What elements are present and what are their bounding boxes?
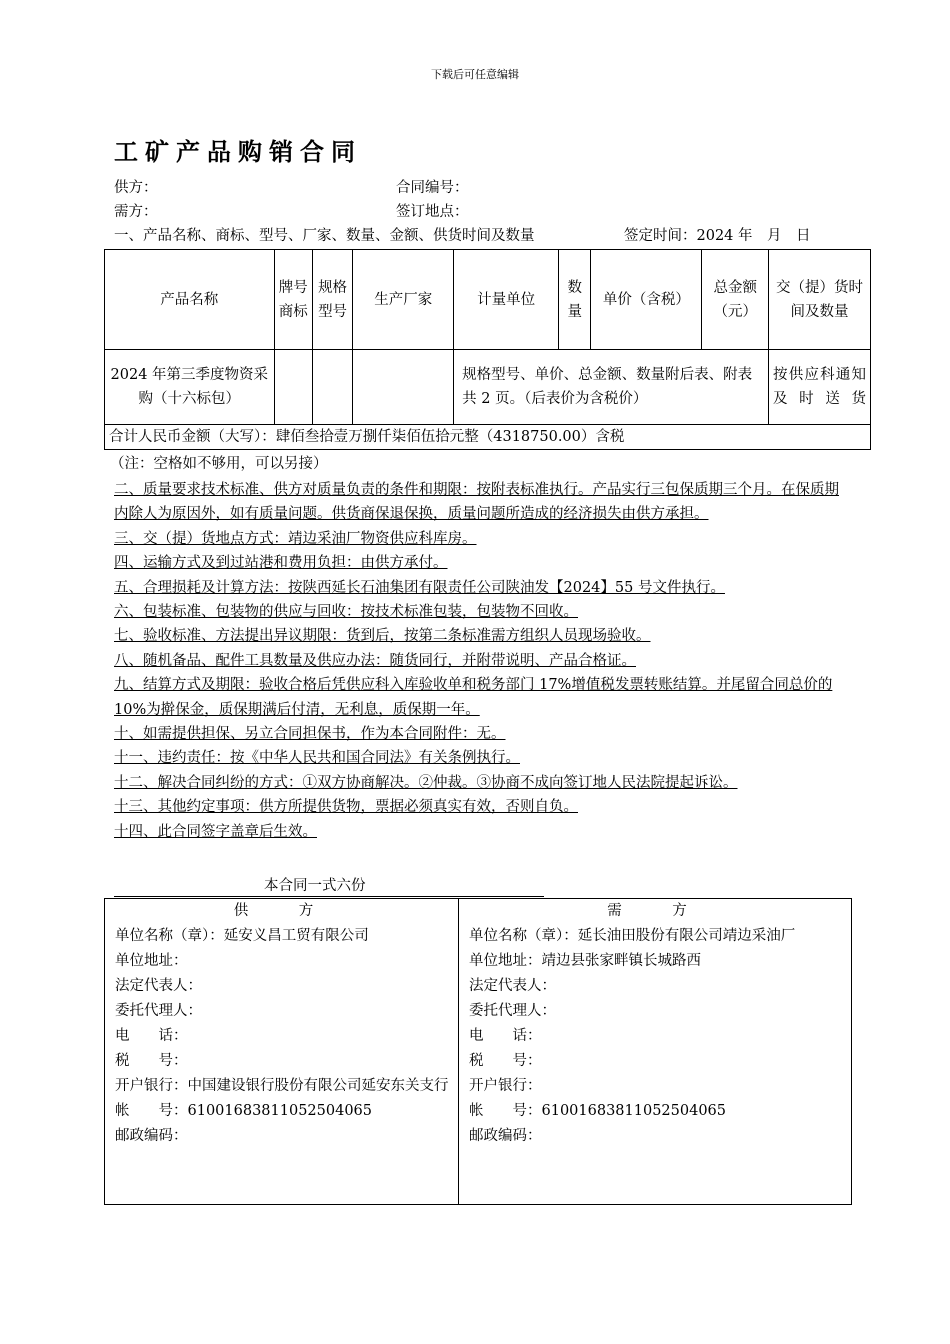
note-line: （注：空格如不够用，可以另接） — [110, 456, 328, 472]
buyer-account: 帐 号：61001683811052504065 — [469, 1103, 727, 1119]
buyer-phone: 电 话： — [469, 1028, 542, 1044]
clause-8: 八、随机备品、配件工具数量及供应办法：随货同行，并附带说明、产品合格证。 — [114, 652, 636, 669]
supplier-phone: 电 话： — [115, 1028, 188, 1044]
clause-10: 十、如需提供担保、另立合同担保书，作为本合同附件：无。 — [114, 726, 506, 743]
row-product-name: 2024 年第三季度物资采购（十六标包） — [105, 350, 275, 425]
header-quantity: 数量 — [559, 250, 591, 350]
supplier-label: 供方： — [114, 180, 158, 196]
supplier-legal-rep: 法定代表人： — [115, 978, 202, 994]
total-amount-line: 合计人民币金额（大写）：肆佰叁拾壹万捌仟柒佰伍拾元整（4318750.00）含税 — [105, 425, 871, 450]
contract-no-label: 合同编号： — [396, 180, 469, 196]
header-total-amount: 总金额（元） — [702, 250, 769, 350]
header-delivery: 交（提）货时间及数量 — [769, 250, 871, 350]
section-1-heading: 一、产品名称、商标、型号、厂家、数量、金额、供货时间及数量 — [114, 228, 535, 244]
header-model: 规格型号 — [312, 250, 352, 350]
copies-text: 本合同一式六份 — [264, 878, 366, 894]
clauses — [114, 478, 844, 844]
buyer-company: 单位名称（章）：延长油田股份有限公司靖边采油厂 — [469, 928, 796, 944]
parties-table — [104, 898, 852, 1205]
row-brand — [274, 350, 312, 425]
header-unit: 计量单位 — [454, 250, 559, 350]
row-attachment-note: 规格型号、单价、总金额、数量附后表、附表共 2 页。（后表价为含税价） — [454, 350, 769, 425]
supplier-company: 单位名称（章）：延安义昌工贸有限公司 — [115, 928, 369, 944]
clause-2: 二、质量要求技术标准、供方对质量负责的条件和期限：按附表标准执行。产品实行三包保质期三个月。在保质期内除人为原因外，如有质量问题。供货商保退保换，质量问题所造成的经济损失由供方承担。 — [114, 482, 839, 523]
buyer-tax-no: 税 号： — [469, 1053, 542, 1069]
row-model — [312, 350, 352, 425]
clause-7: 七、验收标准、方法提出异议期限：货到后，按第二条标准需方组织人员现场验收。 — [114, 628, 651, 645]
supplier-bank: 开户银行：中国建设银行股份有限公司延安东关支行 — [115, 1078, 449, 1094]
sign-time: 签定时间：2024 年 月 日 — [624, 228, 811, 244]
supplier-account: 帐 号：61001683811052504065 — [115, 1103, 373, 1119]
clause-12: 十二、解决合同纠纷的方式：①双方协商解决。②仲裁。③协商不成向签订地人民法院提起诉讼。 — [114, 774, 738, 791]
buyer-postcode: 邮政编码： — [469, 1128, 542, 1144]
supplier-block — [105, 899, 459, 1205]
header-brand: 牌号商标 — [274, 250, 312, 350]
clause-4: 四、运输方式及到过站港和费用负担：由供方承付。 — [114, 555, 448, 572]
buyer-address: 单位地址：靖边县张家畔镇长城路西 — [469, 953, 701, 969]
header-manufacturer: 生产厂家 — [353, 250, 454, 350]
product-table — [104, 249, 871, 450]
supplier-title: 供 方 — [233, 903, 332, 919]
header-unit-price: 单价（含税） — [591, 250, 702, 350]
clause-6: 六、包装标准、包装物的供应与回收：按技术标准包装，包装物不回收。 — [114, 604, 578, 621]
clause-11: 十一、违约责任：按《中华人民共和国合同法》有关条例执行。 — [114, 750, 520, 767]
row-delivery: 按供应科通知及时送货 — [769, 350, 871, 425]
buyer-legal-rep: 法定代表人： — [469, 978, 556, 994]
buyer-bank: 开户银行： — [469, 1078, 542, 1094]
clause-14: 十四、此合同签字盖章后生效。 — [114, 823, 317, 840]
supplier-tax-no: 税 号： — [115, 1053, 188, 1069]
sign-place-label: 签订地点： — [396, 204, 469, 220]
supplier-postcode: 邮政编码： — [115, 1128, 188, 1144]
contract-title: 工矿产品购销合同 — [114, 137, 362, 166]
buyer-title: 需 方 — [607, 903, 705, 919]
clause-5: 五、合理损耗及计算方法：按陕西延长石油集团有限责任公司陕油发【2024】55 号文件执行。 — [114, 579, 725, 596]
supplier-agent: 委托代理人： — [115, 1003, 202, 1019]
header-product-name: 产品名称 — [105, 250, 275, 350]
clause-3: 三、交（提）货地点方式：靖边采油厂物资供应科库房。 — [114, 530, 477, 547]
row-manufacturer — [353, 350, 454, 425]
buyer-label: 需方： — [114, 204, 158, 220]
clause-13: 十三、其他约定事项：供方所提供货物，票据必须真实有效，否则自负。 — [114, 799, 578, 816]
header-note: 下载后可任意编辑 — [431, 68, 519, 81]
buyer-agent: 委托代理人： — [469, 1003, 556, 1019]
clause-9: 九、结算方式及期限：验收合格后凭供应科入库验收单和税务部门 17%增值税发票转账结算。并尾留合同总价的 10%为擀保金，质保期满后付清，无利息，质保期一年。 — [114, 677, 833, 718]
supplier-address: 单位地址： — [115, 953, 188, 969]
buyer-block — [459, 899, 852, 1205]
copies-line — [114, 876, 544, 897]
